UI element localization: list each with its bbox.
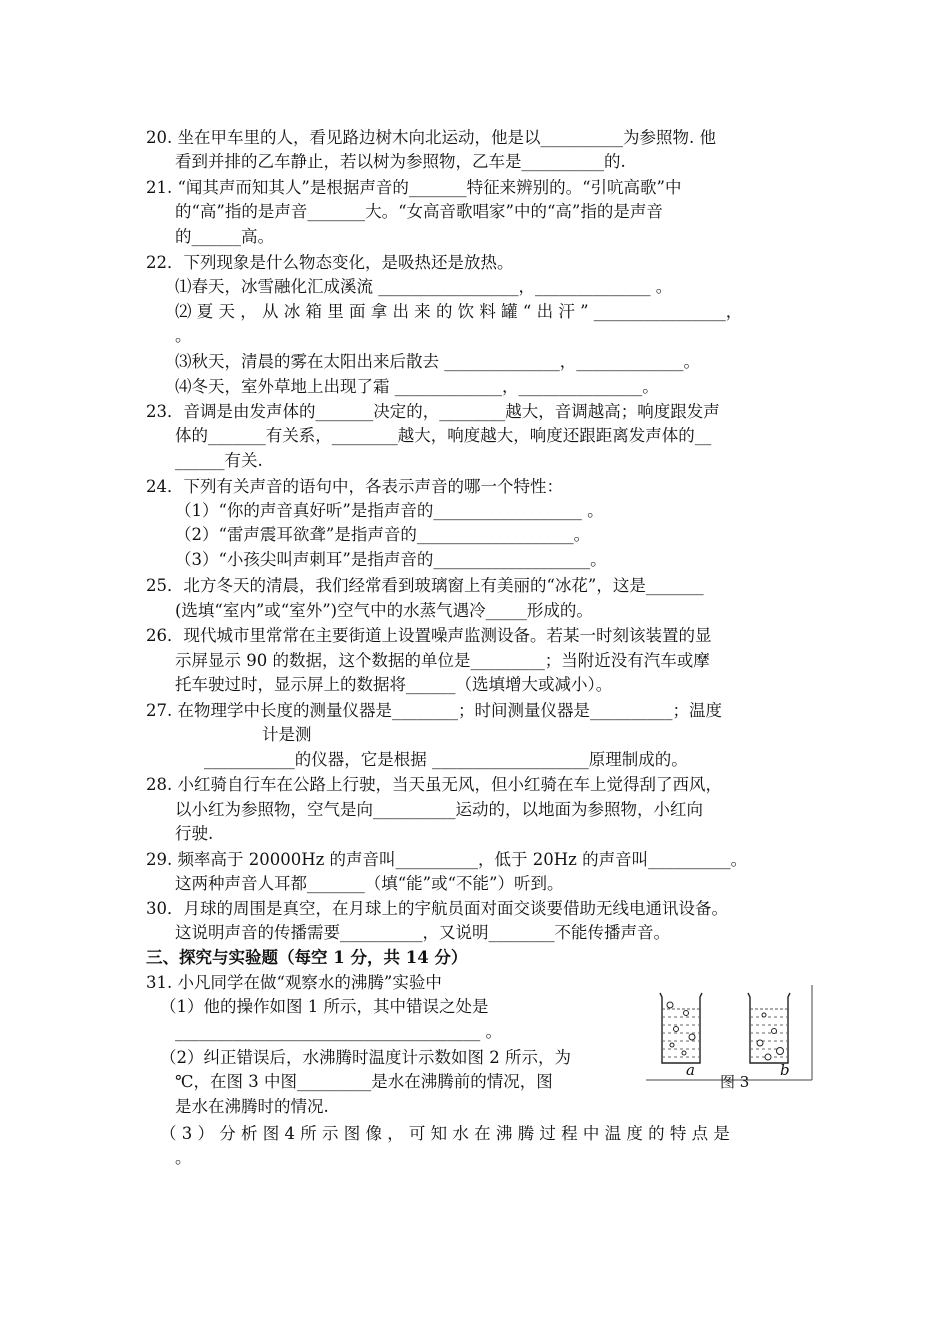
question-23-line-2: 体的_______有关系，________越大，响度越大，响度还跟距离发声体的__ — [175, 426, 712, 445]
question-21-line-2: 的“高”指的是声音_______大。“女高音歌唱家”中的“高”指的是声音 — [175, 202, 663, 221]
beaker-b — [748, 993, 790, 1063]
question-31-part-1: （1）他的操作如图 1 所示，其中错误之处是 — [160, 997, 489, 1016]
question-24-item-3: （3）“小孩尖叫声刺耳”是指声音的___________________。 — [175, 550, 607, 569]
question-22-item-3: ⑶秋天，清晨的雾在太阳出来后散去 ______________，_____________。 — [175, 352, 700, 371]
question-31-part-2-line-1: （2）纠正错误后，水沸腾时温度计示数如图 2 所示，为 — [160, 1048, 571, 1067]
question-24-item-1: （1）“你的声音真好听”是指声音的__________________ 。 — [175, 501, 604, 520]
question-21-line-1: 21. “闻其声而知其人”是根据声音的_______特征来辨别的。“引吭高歌”中 — [146, 178, 682, 197]
question-24-item-2: （2）“雷声震耳欲聋”是指声音的___________________。 — [175, 525, 591, 544]
question-29-line-2: 这两种声音人耳都_______（填“能”或“不能”）听到。 — [175, 874, 564, 893]
beaker-b-label: b — [780, 1061, 790, 1079]
question-24-stem: 24．下列有关声音的语句中，各表示声音的哪一个特性： — [146, 477, 563, 496]
question-20-line-1: 20. 坐在甲车里的人，看见路边树木向北运动，他是以__________为参照物. 他 — [146, 128, 716, 147]
question-31-part-2-line-2: ℃，在图 3 中图_________是水在沸腾前的情况，图 — [175, 1072, 553, 1091]
question-22-stem: 22．下列现象是什么物态变化，是吸热还是放热。 — [146, 253, 514, 272]
question-30-line-2: 这说明声音的传播需要__________，又说明________不能传播声音。 — [175, 923, 670, 942]
question-23-line-3: ______有关. — [175, 451, 263, 470]
question-26-line-1: 26．现代城市里常常在主要街道上设置噪声监测设备。若某一时刻该装置的显 — [146, 626, 712, 645]
question-28-line-1: 28. 小红骑自行车在公路上行驶，当天虽无风，但小红骑在车上觉得刮了西风， — [146, 775, 722, 794]
question-22-item-2: ⑵ 夏 天 ， 从 冰 箱 里 面 拿 出 来 的 饮 料 罐 “ 出 汗 ” ________________， — [175, 302, 743, 321]
question-25-line-1: 25．北方冬天的清晨，我们经常看到玻璃窗上有美丽的“冰花”，这是_______ — [146, 576, 704, 595]
question-31-part-2-line-3: 是水在沸腾时的情况. — [175, 1097, 329, 1116]
question-28-line-2: 以小红为参照物，空气是向__________运动的，以地面为参照物，小红向 — [175, 800, 703, 819]
question-29-line-1: 29. 频率高于 20000Hz 的声音叫__________，低于 20Hz 的声音叫__________。 — [146, 850, 748, 869]
question-27-line-2: 计是测 — [262, 725, 312, 744]
question-31-stem: 31. 小凡同学在做“观察水的沸腾”实验中 — [146, 973, 442, 992]
beaker-a-label: a — [686, 1061, 695, 1079]
question-22-item-1: ⑴春天，冰雪融化汇成溪流 _________________，______________ 。 — [175, 277, 673, 296]
question-20-line-2: 看到并排的乙车静止，若以树为参照物，乙车是__________的. — [175, 152, 626, 171]
question-22-item-2-end: 。 — [175, 326, 192, 345]
question-23-line-1: 23．音调是由发声体的_______决定的，________越大，音调越高；响度跟发声 — [146, 402, 720, 421]
question-26-line-2: 示屏显示 90 的数据，这个数据的单位是_________；当附近没有汽车或摩 — [175, 651, 710, 670]
question-28-line-3: 行驶. — [175, 824, 214, 843]
question-26-line-3: 托车驶过时，显示屏上的数据将______（选填增大或减小）。 — [175, 675, 613, 694]
question-25-line-2: (选填“室内”或“室外”)空气中的水蒸气遇冷_____形成的。 — [175, 601, 593, 620]
section-3-heading: 三、探究与实验题（每空 1 分，共 14 分） — [146, 948, 468, 967]
figure-3-caption: 图 3 — [720, 1073, 750, 1091]
question-30-line-1: 30．月球的周围是真空，在月球上的宇航员面对面交谈要借助无线电通讯设备。 — [146, 899, 728, 918]
figure-3-beakers — [646, 985, 814, 1091]
question-31-part-1-blank: _____________________________________ 。 — [175, 1022, 502, 1041]
question-22-item-4: ⑷冬天，室外草地上出现了霜 _____________，_______________。 — [175, 377, 659, 396]
question-31-part-3-line-1: （ 3 ） 分 析 图 4 所 示 图 像 ， 可 知 水 在 沸 腾 过 程 中 温 度 的 特 点 是 — [160, 1124, 730, 1143]
question-27-line-3: ___________的仪器，它是根据 ___________________原理制成的。 — [204, 750, 688, 769]
question-27-line-1: 27. 在物理学中长度的测量仪器是________；时间测量仪器是__________；温度 — [146, 701, 722, 720]
question-31-part-3-line-2: 。 — [175, 1148, 192, 1167]
beaker-a — [660, 993, 702, 1063]
question-21-line-3: 的______高。 — [175, 227, 274, 246]
